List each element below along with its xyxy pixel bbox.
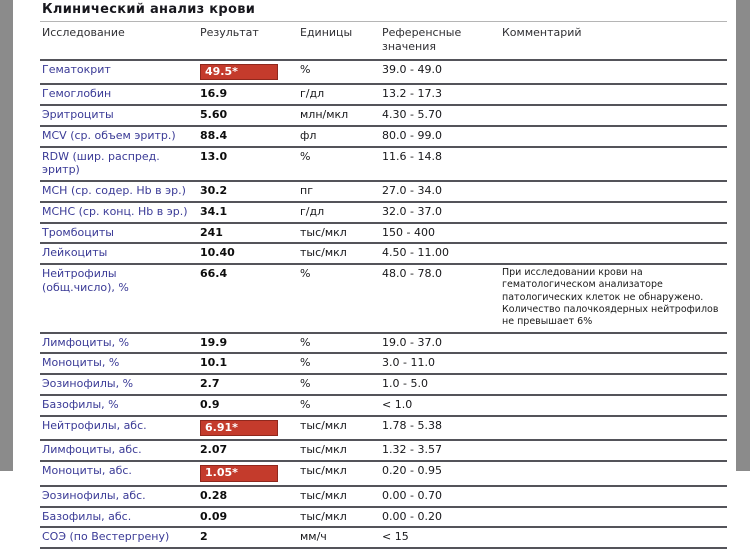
col-header-test: Исследование	[40, 22, 198, 60]
result-value: 30.2	[198, 181, 298, 202]
result-value: 2.7	[198, 374, 298, 395]
comment-text	[500, 126, 727, 147]
test-name: Моноциты, %	[40, 353, 198, 374]
result-value	[198, 60, 298, 85]
test-name: Нейтрофилы, абс.	[40, 416, 198, 441]
comment-text	[500, 527, 727, 548]
result-value: 10.1	[198, 353, 298, 374]
comment-text	[500, 181, 727, 202]
table-row	[40, 507, 727, 528]
test-name: Эозинофилы, %	[40, 374, 198, 395]
test-name: Базофилы, абс.	[40, 507, 198, 528]
result-value: 0.28	[198, 486, 298, 507]
table-row	[40, 264, 727, 333]
result-value	[198, 416, 298, 441]
reference-range: 4.30 - 5.70	[380, 105, 500, 126]
table-row	[40, 223, 727, 244]
table-header	[40, 22, 727, 60]
result-value: 5.60	[198, 105, 298, 126]
units-value: г/дл	[298, 84, 380, 105]
table-row	[40, 243, 727, 264]
test-name: Эритроциты	[40, 105, 198, 126]
report-content	[13, 0, 736, 544]
test-name: Гемоглобин	[40, 84, 198, 105]
reference-range: 1.78 - 5.38	[380, 416, 500, 441]
units-value: %	[298, 264, 380, 333]
comment-text	[500, 243, 727, 264]
reference-range: 150 - 400	[380, 223, 500, 244]
test-name: MCV (ср. объем эритр.)	[40, 126, 198, 147]
table-row	[40, 60, 727, 85]
result-value: 10.40	[198, 243, 298, 264]
reference-range: 0.20 - 0.95	[380, 461, 500, 486]
reference-range: < 1.0	[380, 395, 500, 416]
comment-text	[500, 60, 727, 85]
result-value: 241	[198, 223, 298, 244]
reference-range: < 15	[380, 527, 500, 548]
table-row	[40, 527, 727, 548]
units-value: %	[298, 333, 380, 354]
table-row	[40, 374, 727, 395]
units-value: тыс/мкл	[298, 440, 380, 461]
abnormal-result-flag: 49.5*	[200, 64, 278, 81]
table-row	[40, 395, 727, 416]
reference-range: 1.32 - 3.57	[380, 440, 500, 461]
units-value: тыс/мкл	[298, 507, 380, 528]
table-row	[40, 105, 727, 126]
reference-range: 0.00 - 0.20	[380, 507, 500, 528]
table-row	[40, 84, 727, 105]
comment-text	[500, 84, 727, 105]
table-body	[40, 60, 727, 549]
result-value: 0.9	[198, 395, 298, 416]
reference-range: 39.0 - 49.0	[380, 60, 500, 85]
result-value: 2.07	[198, 440, 298, 461]
comment-text	[500, 353, 727, 374]
result-value: 19.9	[198, 333, 298, 354]
test-name: Гематокрит	[40, 60, 198, 85]
right-gutter	[736, 0, 750, 471]
reference-range: 32.0 - 37.0	[380, 202, 500, 223]
units-value: пг	[298, 181, 380, 202]
units-value: тыс/мкл	[298, 461, 380, 486]
comment-text	[500, 395, 727, 416]
col-header-units: Единицы	[298, 22, 380, 60]
reference-range: 4.50 - 11.00	[380, 243, 500, 264]
units-value: мм/ч	[298, 527, 380, 548]
units-value: тыс/мкл	[298, 486, 380, 507]
comment-text	[500, 202, 727, 223]
test-name: Базофилы, %	[40, 395, 198, 416]
comment-text	[500, 147, 727, 182]
col-header-reference: Референсные значения	[380, 22, 500, 60]
table-row	[40, 461, 727, 486]
report-title: Клинический анализ крови	[40, 2, 727, 22]
units-value: %	[298, 395, 380, 416]
comment-text	[500, 486, 727, 507]
test-name: RDW (шир. распред. эритр)	[40, 147, 198, 182]
result-value: 13.0	[198, 147, 298, 182]
table-row	[40, 486, 727, 507]
test-name: Лейкоциты	[40, 243, 198, 264]
abnormal-result-flag: 6.91*	[200, 420, 278, 437]
table-row	[40, 202, 727, 223]
reference-range: 1.0 - 5.0	[380, 374, 500, 395]
reference-range: 13.2 - 17.3	[380, 84, 500, 105]
units-value: %	[298, 60, 380, 85]
comment-text	[500, 223, 727, 244]
test-name: Эозинофилы, абс.	[40, 486, 198, 507]
reference-range: 48.0 - 78.0	[380, 264, 500, 333]
table-row	[40, 147, 727, 182]
test-name: Лимфоциты, %	[40, 333, 198, 354]
reference-range: 0.00 - 0.70	[380, 486, 500, 507]
table-row	[40, 333, 727, 354]
test-name: Тромбоциты	[40, 223, 198, 244]
table-row	[40, 440, 727, 461]
comment-text	[500, 416, 727, 441]
comment-text	[500, 440, 727, 461]
test-name: СОЭ (по Вестергрену)	[40, 527, 198, 548]
units-value: г/дл	[298, 202, 380, 223]
units-value: тыс/мкл	[298, 223, 380, 244]
results-table	[40, 22, 727, 549]
comment-text	[500, 333, 727, 354]
result-value: 88.4	[198, 126, 298, 147]
col-header-result: Результат	[198, 22, 298, 60]
units-value: млн/мкл	[298, 105, 380, 126]
result-value	[198, 461, 298, 486]
result-value: 34.1	[198, 202, 298, 223]
result-value: 0.09	[198, 507, 298, 528]
test-name: Нейтрофилы (общ.число), %	[40, 264, 198, 333]
comment-text	[500, 507, 727, 528]
left-gutter	[0, 0, 13, 471]
units-value: фл	[298, 126, 380, 147]
reference-range: 11.6 - 14.8	[380, 147, 500, 182]
reference-range: 19.0 - 37.0	[380, 333, 500, 354]
result-value: 66.4	[198, 264, 298, 333]
comment-text: При исследовании крови на гематологическом анализаторе патологических клеток не обнаружено. Количество палочкоядерных нейтрофилов не превышает 6%	[500, 264, 727, 333]
reference-range: 3.0 - 11.0	[380, 353, 500, 374]
test-name: Лимфоциты, абс.	[40, 440, 198, 461]
comment-text	[500, 374, 727, 395]
units-value: %	[298, 374, 380, 395]
header-row	[40, 22, 727, 60]
comment-text	[500, 461, 727, 486]
reference-range: 80.0 - 99.0	[380, 126, 500, 147]
test-name: MCH (ср. содер. Hb в эр.)	[40, 181, 198, 202]
test-name: Моноциты, абс.	[40, 461, 198, 486]
units-value: тыс/мкл	[298, 416, 380, 441]
comment-text	[500, 105, 727, 126]
abnormal-result-flag: 1.05*	[200, 465, 278, 482]
units-value: %	[298, 147, 380, 182]
table-row	[40, 126, 727, 147]
units-value: тыс/мкл	[298, 243, 380, 264]
test-name: MCHC (ср. конц. Hb в эр.)	[40, 202, 198, 223]
units-value: %	[298, 353, 380, 374]
table-row	[40, 353, 727, 374]
reference-range: 27.0 - 34.0	[380, 181, 500, 202]
table-row	[40, 181, 727, 202]
table-row	[40, 416, 727, 441]
result-value: 16.9	[198, 84, 298, 105]
result-value: 2	[198, 527, 298, 548]
col-header-comment: Комментарий	[500, 22, 727, 60]
